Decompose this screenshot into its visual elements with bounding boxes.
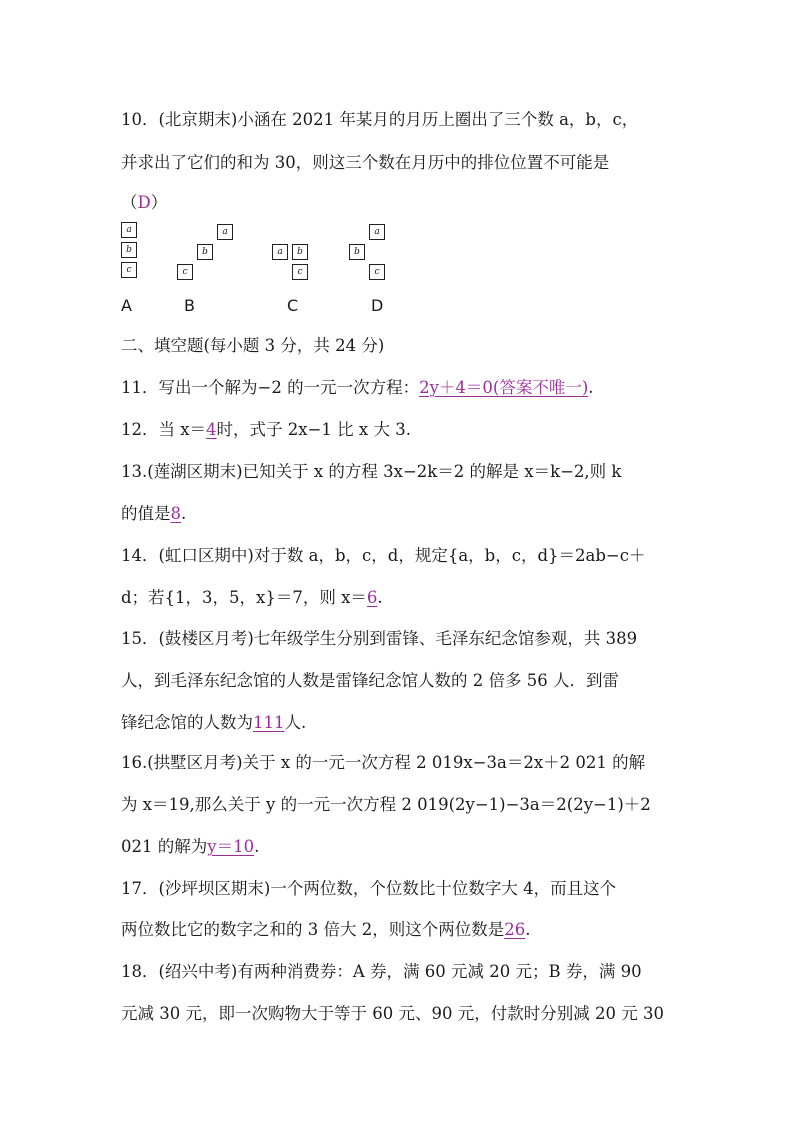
q17-answer: 26 xyxy=(504,920,526,939)
q16-line2: 为 x＝19,那么关于 y 的一元一次方程 2 019(2y−1)−3a＝2(2y−1)＋2 xyxy=(121,795,651,814)
cell-b: b xyxy=(197,244,213,260)
q14-line1: 14．(虹口区期中)对于数 a，b，c，d，规定{a，b，c，d}＝2ab−c＋ xyxy=(121,546,646,565)
q15-text: 锋纪念馆的人数为 xyxy=(121,713,253,732)
q10-answer-line xyxy=(121,193,167,213)
option-label-b: B xyxy=(184,296,195,315)
q18-line1: 18．(绍兴中考)有两种消费券：A 券，满 60 元减 20 元；B 券，满 90 xyxy=(121,962,642,981)
cell-c: c xyxy=(292,264,308,280)
section-heading: 二、填空题(每小题 3 分，共 24 分) xyxy=(121,336,385,355)
cell-a: a xyxy=(369,224,385,240)
q17-line1: 17．(沙坪坝区期末)一个两位数，个位数比十位数字大 4，而且这个 xyxy=(121,879,617,898)
q11-line xyxy=(121,378,594,398)
q14-text: d；若{1，3，5，x}＝7，则 x＝ xyxy=(121,588,367,607)
q16-line1: 16.(拱墅区月考)关于 x 的一元一次方程 2 019x−3a＝2x＋2 021 的解 xyxy=(121,753,646,772)
q10-paren-open: （ xyxy=(121,193,138,212)
q16-answer: y＝10 xyxy=(207,837,255,856)
q10-answer: D xyxy=(137,193,151,212)
q12-line xyxy=(121,420,411,440)
q15-line3 xyxy=(121,713,306,733)
q13-line2 xyxy=(121,504,186,524)
q12-answer: 4 xyxy=(206,420,217,439)
q14-end: . xyxy=(377,588,383,607)
q15-end: 人. xyxy=(284,713,307,732)
q15-answer: 111 xyxy=(253,713,285,732)
q14-line2 xyxy=(121,588,383,608)
q12-text: 12．当 x＝ xyxy=(121,420,207,439)
cell-c: c xyxy=(177,264,193,280)
q14-answer: 6 xyxy=(366,588,378,607)
q15-line1: 15．(鼓楼区月考)七年级学生分别到雷锋、毛泽东纪念馆参观，共 389 xyxy=(121,629,638,648)
cell-a: a xyxy=(121,222,137,238)
q13-answer: 8 xyxy=(170,504,181,523)
q17-end: . xyxy=(525,920,531,939)
q10-line1: 10．(北京期末)小涵在 2021 年某月的月历上圈出了三个数 a，b，c， xyxy=(121,110,639,129)
q11-text: 11．写出一个解为−2 的一元一次方程： xyxy=(121,378,420,397)
cell-b: b xyxy=(292,244,308,260)
q17-text: 两位数比它的数字之和的 3 倍大 2，则这个两位数是 xyxy=(121,920,505,939)
q17-line2 xyxy=(121,920,530,940)
q11-answer: 2y＋4＝0(答案不唯一) xyxy=(419,378,589,397)
q13-text: 的值是 xyxy=(121,504,171,523)
cell-a: a xyxy=(217,224,233,240)
q13-line1: 13.(莲湖区期末)已知关于 x 的方程 3x−2k＝2 的解是 x＝k−2,则 k xyxy=(121,462,622,481)
option-label-c: C xyxy=(287,296,299,315)
q11-end: . xyxy=(588,378,594,397)
q10-line2: 并求出了它们的和为 30，则这三个数在月历中的排位位置不可能是 xyxy=(121,153,610,172)
q15-line2: 人，到毛泽东纪念馆的人数是雷锋纪念馆人数的 2 倍多 56 人．到雷 xyxy=(121,671,619,690)
cell-b: b xyxy=(349,244,365,260)
q16-text: 021 的解为 xyxy=(121,837,208,856)
cell-c: c xyxy=(369,264,385,280)
option-label-a: A xyxy=(121,296,132,315)
q16-end: . xyxy=(254,837,260,856)
cell-b: b xyxy=(121,242,137,258)
cell-c: c xyxy=(121,262,137,278)
q13-end: . xyxy=(181,504,187,523)
q18-line2: 元减 30 元，即一次购物大于等于 60 元、90 元，付款时分别减 20 元 30 xyxy=(121,1004,664,1023)
q16-line3 xyxy=(121,837,259,857)
q12-end: 时，式子 2x−1 比 x 大 3. xyxy=(216,420,411,439)
cell-a: a xyxy=(272,244,288,260)
q10-paren-close: ） xyxy=(150,193,168,212)
option-label-d: D xyxy=(371,296,384,315)
